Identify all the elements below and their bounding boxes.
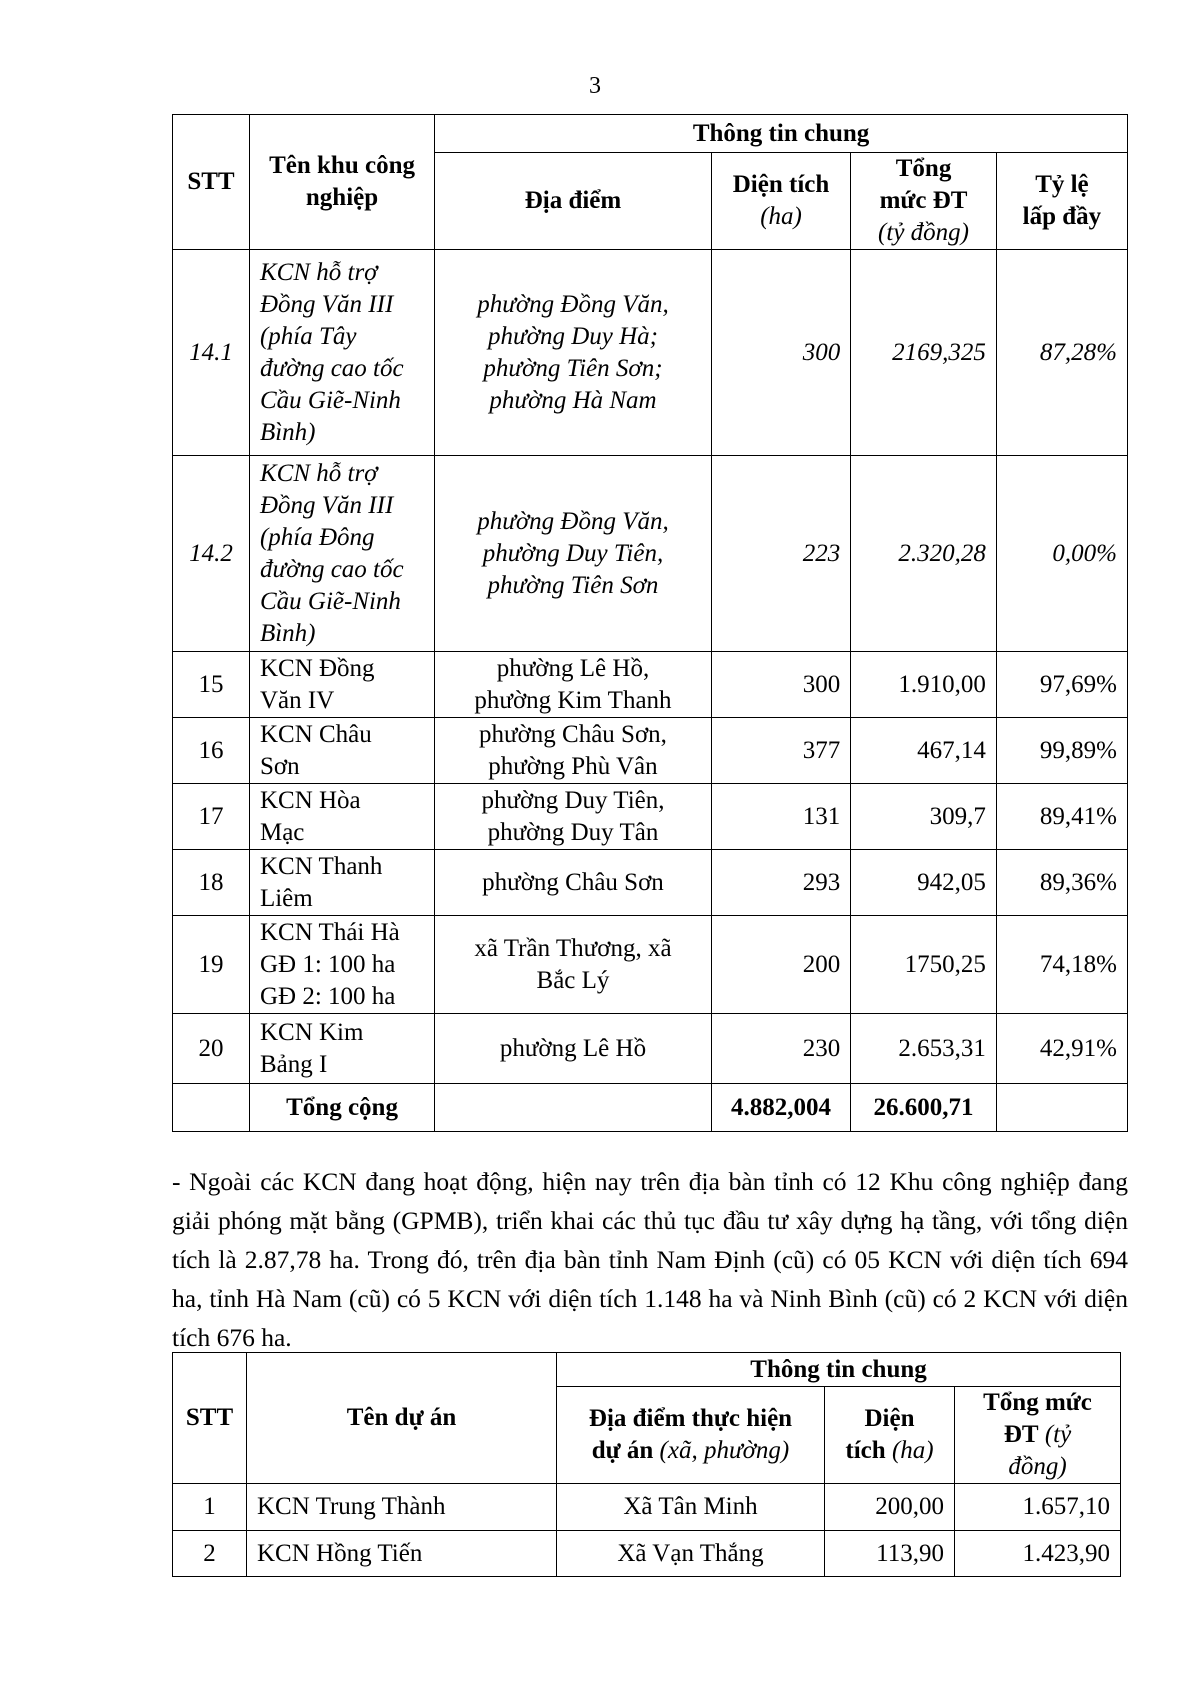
table-row: [173, 250, 1128, 456]
table-row: [173, 652, 1128, 718]
table-row: [173, 718, 1128, 784]
row-zone-name: KCN Đồng Văn IV: [249, 652, 434, 718]
header-investment: [851, 153, 997, 250]
t2-row-stt: 1: [173, 1484, 247, 1531]
t2-row-project-name: KCN Trung Thành: [247, 1484, 557, 1531]
t2-row-location: Xã Tân Minh: [557, 1484, 825, 1531]
t2-row-area: 200,00: [825, 1484, 955, 1531]
t2-header-area-unit: (ha): [891, 1437, 934, 1464]
row-stt: 16: [173, 718, 250, 784]
row-stt: 18: [173, 850, 250, 916]
row-stt: 17: [173, 784, 250, 850]
row-stt: 15: [173, 652, 250, 718]
header-stt: STT: [173, 115, 250, 250]
table-row: [173, 916, 1128, 1014]
row-area: 293: [711, 850, 850, 916]
t2-header-area: [825, 1387, 955, 1484]
row-zone-name: KCN Thái Hà GĐ 1: 100 ha GĐ 2: 100 ha: [249, 916, 434, 1014]
t2-header-area-label: Diện tích: [845, 1405, 915, 1464]
row-area: 200: [711, 916, 850, 1014]
header-area-label: Diện tích: [732, 171, 830, 198]
row-area: 300: [711, 250, 850, 456]
row-fill-rate: 0,00%: [996, 456, 1127, 652]
t2-row-area: 113,90: [825, 1531, 955, 1577]
row-zone-name: KCN hỗ trợ Đồng Văn III (phía Đông đường cao tốc Cầu Giẽ-Ninh Bình): [249, 456, 434, 652]
table-row: [173, 1531, 1121, 1577]
header-location: Địa điểm: [435, 153, 712, 250]
t2-header-stt: STT: [173, 1353, 247, 1484]
header-investment-unit: (tỷ đồng): [878, 219, 969, 246]
gpmb-projects-table: [172, 1352, 1121, 1577]
row-fill-rate: 89,41%: [996, 784, 1127, 850]
header-investment-label: Tổng mức ĐT: [879, 155, 968, 214]
row-investment: 2.653,31: [851, 1014, 997, 1084]
table-row: [173, 1014, 1128, 1084]
row-location: phường Châu Sơn: [435, 850, 712, 916]
row-investment: 1750,25: [851, 916, 997, 1014]
industrial-zones-table: [172, 114, 1128, 1132]
row-fill-rate: 89,36%: [996, 850, 1127, 916]
row-investment: 2169,325: [851, 250, 997, 456]
t2-row-investment: 1.423,90: [955, 1531, 1121, 1577]
t2-header-investment-unit: (tỷ đồng): [1008, 1421, 1072, 1480]
row-area: 223: [711, 456, 850, 652]
row-location: phường Duy Tiên, phường Duy Tân: [435, 784, 712, 850]
row-zone-name: KCN hỗ trợ Đồng Văn III (phía Tây đường cao tốc Cầu Giẽ-Ninh Bình): [249, 250, 434, 456]
header-general-info: Thông tin chung: [435, 115, 1128, 153]
row-area: 230: [711, 1014, 850, 1084]
table-row: [173, 784, 1128, 850]
row-stt: 19: [173, 916, 250, 1014]
row-fill-rate: 42,91%: [996, 1014, 1127, 1084]
row-zone-name: KCN Hòa Mạc: [249, 784, 434, 850]
row-location: phường Đồng Văn, phường Duy Tiên, phường Tiên Sơn: [435, 456, 712, 652]
row-investment: 942,05: [851, 850, 997, 916]
row-investment: 309,7: [851, 784, 997, 850]
t2-row-location: Xã Vạn Thắng: [557, 1531, 825, 1577]
t2-header-general-info: Thông tin chung: [557, 1353, 1121, 1387]
t2-header-location-label: Địa điểm thực hiện dự án: [588, 1405, 793, 1464]
row-location: phường Châu Sơn, phường Phù Vân: [435, 718, 712, 784]
total-location-empty: [435, 1084, 712, 1132]
header-fill-rate: Tỷ lệ lấp đầy: [996, 153, 1127, 250]
t2-header-location: [557, 1387, 825, 1484]
t2-header-investment: [955, 1387, 1121, 1484]
row-area: 300: [711, 652, 850, 718]
t2-header-investment-label: Tổng mức ĐT: [983, 1389, 1092, 1448]
row-location: xã Trần Thương, xã Bắc Lý: [435, 916, 712, 1014]
row-area: 131: [711, 784, 850, 850]
table-row: [173, 850, 1128, 916]
total-investment: 26.600,71: [851, 1084, 997, 1132]
header-area: [711, 153, 850, 250]
row-zone-name: KCN Châu Sơn: [249, 718, 434, 784]
row-investment: 467,14: [851, 718, 997, 784]
row-zone-name: KCN Thanh Liêm: [249, 850, 434, 916]
t2-header-project-name: Tên dự án: [247, 1353, 557, 1484]
row-area: 377: [711, 718, 850, 784]
row-fill-rate: 97,69%: [996, 652, 1127, 718]
row-zone-name: KCN Kim Bảng I: [249, 1014, 434, 1084]
row-stt: 20: [173, 1014, 250, 1084]
row-stt: 14.1: [173, 250, 250, 456]
t2-row-project-name: KCN Hồng Tiến: [247, 1531, 557, 1577]
page-number: 3: [589, 73, 601, 99]
total-stt-empty: [173, 1084, 250, 1132]
row-stt: 14.2: [173, 456, 250, 652]
total-fill-empty: [996, 1084, 1127, 1132]
row-location: phường Lê Hồ, phường Kim Thanh: [435, 652, 712, 718]
total-row: [173, 1084, 1128, 1132]
row-location: phường Lê Hồ: [435, 1014, 712, 1084]
header-zone-name: Tên khu công nghiệp: [249, 115, 434, 250]
t2-header-location-unit: (xã, phường): [659, 1437, 790, 1464]
header-area-unit: (ha): [760, 203, 802, 230]
row-fill-rate: 99,89%: [996, 718, 1127, 784]
row-fill-rate: 74,18%: [996, 916, 1127, 1014]
row-fill-rate: 87,28%: [996, 250, 1127, 456]
row-investment: 2.320,28: [851, 456, 997, 652]
t2-row-stt: 2: [173, 1531, 247, 1577]
body-paragraph: - Ngoài các KCN đang hoạt động, hiện nay trên địa bàn tỉnh có 12 Khu công nghiệp đang giải phóng mặt bằng (GPMB), triển khai các thủ tục đầu tư xây dựng hạ tầng, với tổng diện tích là 2.87,78 ha. Trong đó, trên địa bàn tỉnh Nam Định (cũ) có 05 KCN với diện tích 694 ha, tỉnh Hà Nam (cũ) có 5 KCN với diện tích 1.148 ha và Ninh Bình (cũ) có 2 KCN với diện tích 676 ha.: [172, 1167, 1128, 1352]
row-location: phường Đồng Văn, phường Duy Hà; phường Tiên Sơn; phường Hà Nam: [435, 250, 712, 456]
t2-row-investment: 1.657,10: [955, 1484, 1121, 1531]
table-row: [173, 1484, 1121, 1531]
table-row: [173, 456, 1128, 652]
total-label: Tổng cộng: [249, 1084, 434, 1132]
row-investment: 1.910,00: [851, 652, 997, 718]
total-area: 4.882,004: [711, 1084, 850, 1132]
